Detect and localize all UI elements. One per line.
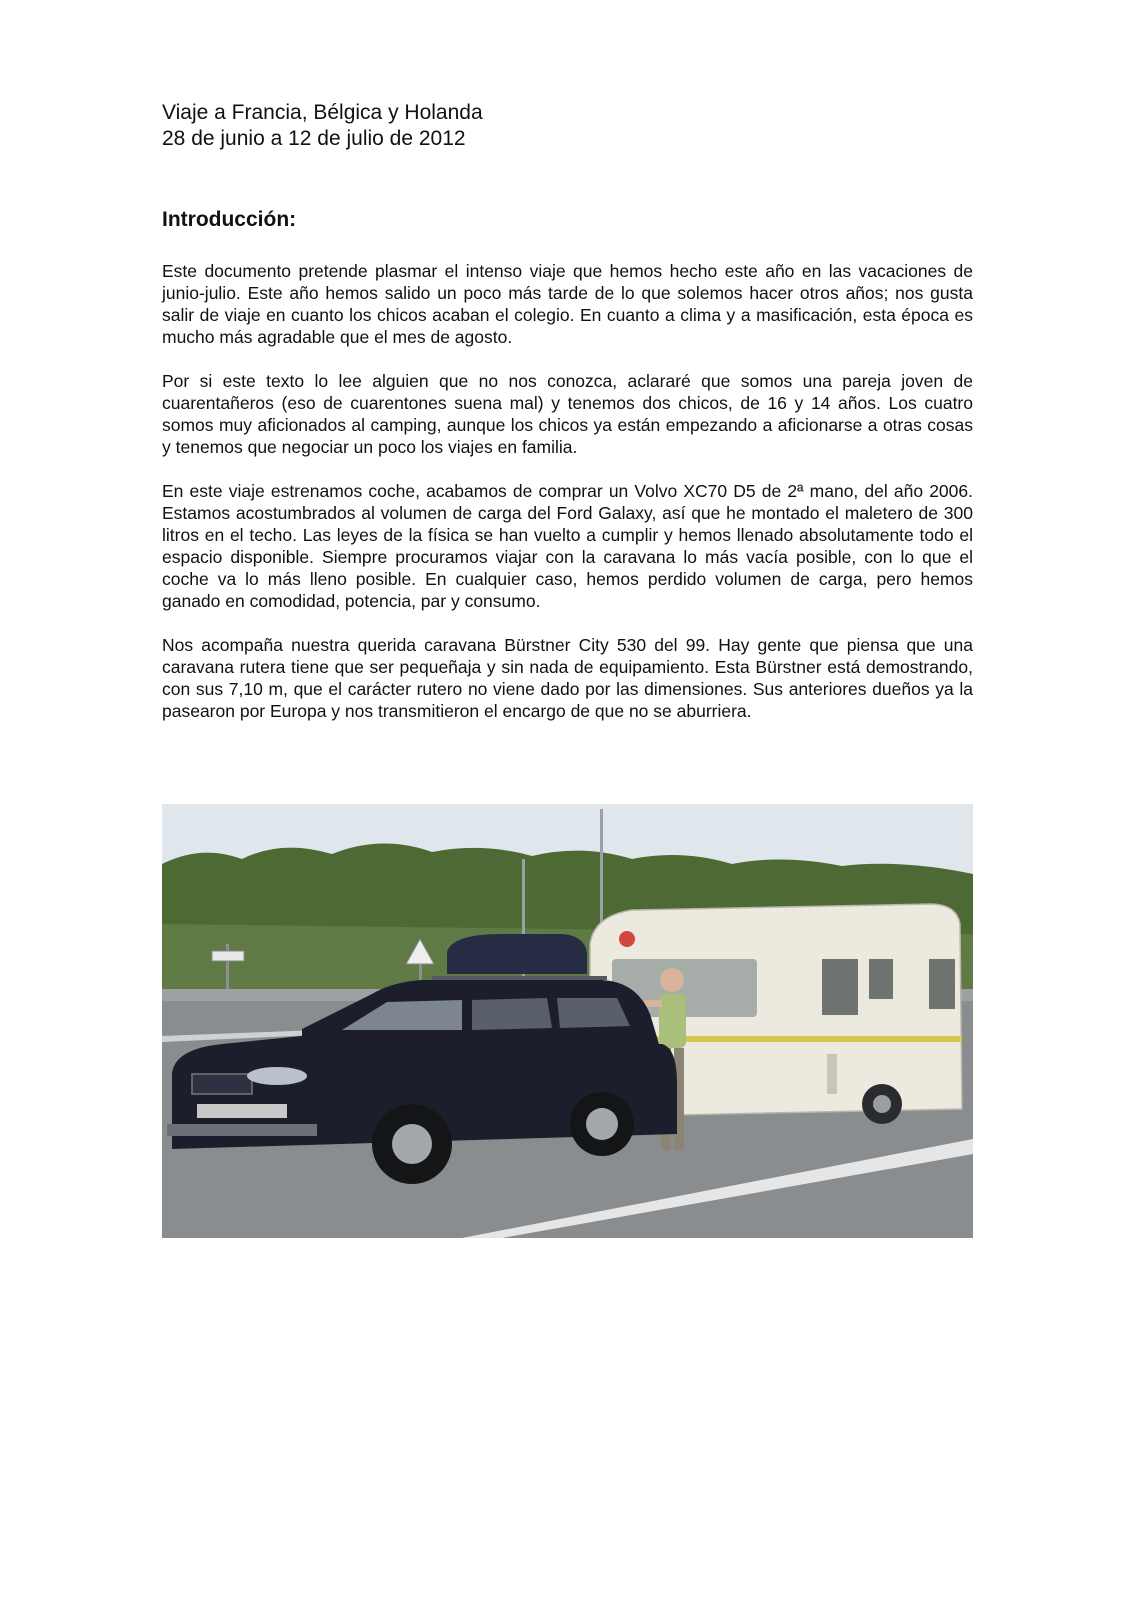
grille (192, 1074, 252, 1094)
document-title: Viaje a Francia, Bélgica y Holanda (162, 101, 483, 124)
paragraph: Este documento pretende plasmar el intenso viaje que hemos hecho este año en las vacaciones de junio-julio. Este año hemos salido un poco más tarde de lo que solemos hacer otros años; nos gusta salir de viaje en cuanto los chicos acaban el colegio. En cuanto a clima y a masificación, esta época es mucho más agradable que el mes de agosto. (162, 261, 973, 347)
document-page (162, 100, 973, 721)
bumper-trim (167, 1124, 317, 1136)
paragraph: En este viaje estrenamos coche, acabamos de comprar un Volvo XC70 D5 de 2ª mano, del año 2006. Estamos acostumbrados al volumen de carga del Ford Galaxy, así que he montado el maletero de 300 litros en el techo. Las leyes de la física se han vuelto a cumplir y hemos llenado absolutamente todo el espacio disponible. Siempre procuramos viajar con la caravana lo más vacía posible, con lo que el coche va lo más lleno posible. En cualquier caso, hemos perdido volumen de carga, pero hemos ganado en comodidad, potencia, par y consumo. (162, 481, 973, 611)
headlight (247, 1067, 307, 1085)
section-heading: Introducción: (162, 208, 297, 231)
caravan-window (929, 959, 955, 1009)
body-text (162, 260, 973, 744)
photo-illustration (162, 804, 973, 1238)
license-plate (197, 1104, 287, 1118)
caravan-door-panel (827, 1054, 837, 1094)
roof-box (447, 934, 587, 974)
document-dates: 28 de junio a 12 de julio de 2012 (162, 127, 466, 150)
side-window (557, 998, 630, 1028)
paragraph: Nos acompaña nuestra querida caravana Bürstner City 530 del 99. Hay gente que piensa que una caravana rutera tiene que ser pequeñaja y sin nada de equipamiento. Esta Bürstner está demostrando, con sus 7,10 m, que el carácter rutero no viene dado por las dimensiones. Sus anteriores dueños ya la pasearon por Europa y nos transmitieron el encargo de que no se aburriera. (162, 635, 973, 721)
caravan-window (869, 959, 893, 999)
side-window (472, 998, 552, 1030)
car-caravan-photo (162, 804, 973, 1238)
person-head (660, 968, 684, 992)
caravan-window (822, 959, 858, 1015)
roof-rack (432, 976, 607, 980)
road-sign (212, 951, 244, 961)
caravan-logo (619, 931, 635, 947)
person-arm (644, 1000, 662, 1007)
paragraph: Por si este texto lo lee alguien que no nos conozca, aclararé que somos una pareja joven de cuarentañeros (eso de cuarentones suena mal) y tenemos dos chicos, de 16 y 14 años. Los cuatro somos muy aficionados al camping, aunque los chicos ya están empezando a aficionarse a otras cosas y tenemos que negociar un poco los viajes en familia. (162, 371, 973, 457)
person-shirt (659, 994, 686, 1048)
